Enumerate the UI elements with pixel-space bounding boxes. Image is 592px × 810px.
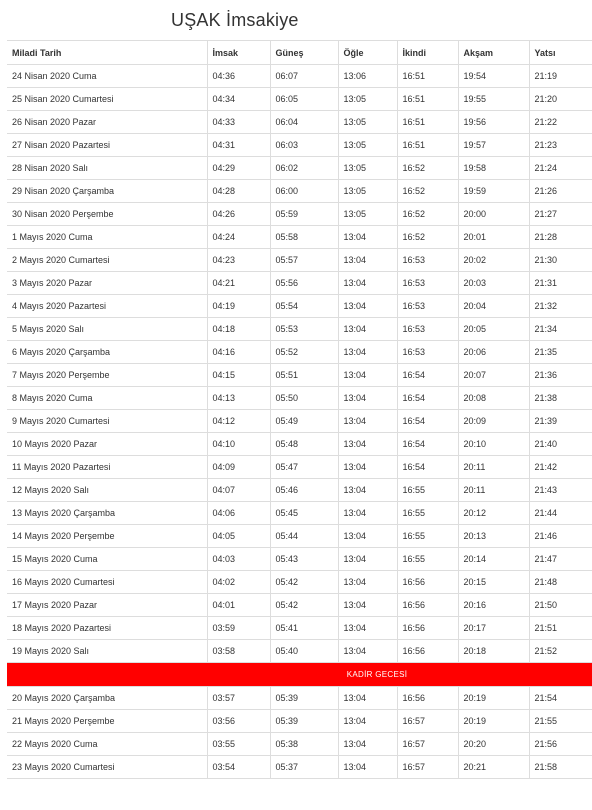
column-header-imsak: İmsak [207, 41, 270, 65]
cell-gunes: 05:41 [270, 617, 338, 640]
cell-gunes: 05:42 [270, 594, 338, 617]
cell-gunes: 06:00 [270, 180, 338, 203]
cell-ikindi: 16:54 [397, 410, 458, 433]
cell-gunes: 05:39 [270, 710, 338, 733]
cell-ogle: 13:04 [338, 525, 397, 548]
cell-ikindi: 16:55 [397, 479, 458, 502]
cell-gunes: 05:43 [270, 548, 338, 571]
cell-yatsi: 21:24 [529, 157, 592, 180]
cell-ogle: 13:04 [338, 710, 397, 733]
cell-aksam: 20:11 [458, 456, 529, 479]
cell-imsak: 04:19 [207, 295, 270, 318]
cell-imsak: 04:18 [207, 318, 270, 341]
cell-imsak: 04:03 [207, 548, 270, 571]
cell-ogle: 13:04 [338, 410, 397, 433]
cell-imsak: 04:34 [207, 88, 270, 111]
cell-gunes: 05:58 [270, 226, 338, 249]
cell-date: 4 Mayıs 2020 Pazartesi [7, 295, 207, 318]
cell-imsak: 04:26 [207, 203, 270, 226]
special-row-label: KADİR GECESİ [7, 663, 592, 687]
cell-imsak: 03:57 [207, 687, 270, 710]
table-row [7, 479, 592, 502]
cell-aksam: 20:03 [458, 272, 529, 295]
column-header-date: Miladi Tarih [7, 41, 207, 65]
cell-aksam: 20:20 [458, 733, 529, 756]
table-header-row [7, 41, 592, 65]
cell-yatsi: 21:58 [529, 756, 592, 779]
table-row [7, 65, 592, 88]
cell-gunes: 05:56 [270, 272, 338, 295]
table-row [7, 594, 592, 617]
cell-imsak: 04:12 [207, 410, 270, 433]
cell-ogle: 13:06 [338, 65, 397, 88]
table-row [7, 111, 592, 134]
cell-ikindi: 16:56 [397, 640, 458, 663]
table-row [7, 157, 592, 180]
cell-ikindi: 16:51 [397, 88, 458, 111]
cell-gunes: 06:02 [270, 157, 338, 180]
cell-gunes: 05:46 [270, 479, 338, 502]
cell-aksam: 20:16 [458, 594, 529, 617]
cell-ogle: 13:05 [338, 134, 397, 157]
cell-yatsi: 21:47 [529, 548, 592, 571]
cell-ikindi: 16:51 [397, 65, 458, 88]
cell-aksam: 19:58 [458, 157, 529, 180]
cell-imsak: 04:29 [207, 157, 270, 180]
cell-date: 14 Mayıs 2020 Perşembe [7, 525, 207, 548]
cell-aksam: 20:11 [458, 479, 529, 502]
cell-ogle: 13:05 [338, 203, 397, 226]
cell-ogle: 13:04 [338, 756, 397, 779]
cell-aksam: 20:19 [458, 687, 529, 710]
cell-date: 30 Nisan 2020 Perşembe [7, 203, 207, 226]
cell-ogle: 13:04 [338, 571, 397, 594]
cell-yatsi: 21:23 [529, 134, 592, 157]
cell-date: 3 Mayıs 2020 Pazar [7, 272, 207, 295]
page-title: UŞAK İmsakiye [171, 10, 299, 30]
cell-yatsi: 21:28 [529, 226, 592, 249]
cell-imsak: 04:13 [207, 387, 270, 410]
cell-ogle: 13:04 [338, 733, 397, 756]
cell-date: 8 Mayıs 2020 Cuma [7, 387, 207, 410]
cell-imsak: 04:23 [207, 249, 270, 272]
cell-gunes: 06:04 [270, 111, 338, 134]
cell-yatsi: 21:56 [529, 733, 592, 756]
table-row [7, 341, 592, 364]
cell-yatsi: 21:40 [529, 433, 592, 456]
cell-yatsi: 21:54 [529, 687, 592, 710]
cell-aksam: 20:09 [458, 410, 529, 433]
cell-aksam: 20:19 [458, 710, 529, 733]
cell-gunes: 05:40 [270, 640, 338, 663]
cell-yatsi: 21:19 [529, 65, 592, 88]
cell-aksam: 20:05 [458, 318, 529, 341]
imsakiye-table [7, 40, 592, 779]
cell-yatsi: 21:34 [529, 318, 592, 341]
cell-gunes: 05:59 [270, 203, 338, 226]
cell-yatsi: 21:22 [529, 111, 592, 134]
cell-aksam: 20:00 [458, 203, 529, 226]
cell-yatsi: 21:44 [529, 502, 592, 525]
cell-ikindi: 16:52 [397, 226, 458, 249]
cell-date: 9 Mayıs 2020 Cumartesi [7, 410, 207, 433]
table-row [7, 387, 592, 410]
cell-imsak: 03:54 [207, 756, 270, 779]
cell-aksam: 19:57 [458, 134, 529, 157]
cell-ogle: 13:04 [338, 318, 397, 341]
cell-ikindi: 16:55 [397, 548, 458, 571]
cell-aksam: 19:55 [458, 88, 529, 111]
cell-gunes: 05:44 [270, 525, 338, 548]
cell-yatsi: 21:31 [529, 272, 592, 295]
cell-date: 21 Mayıs 2020 Perşembe [7, 710, 207, 733]
cell-ikindi: 16:53 [397, 249, 458, 272]
cell-gunes: 05:52 [270, 341, 338, 364]
cell-date: 18 Mayıs 2020 Pazartesi [7, 617, 207, 640]
cell-ikindi: 16:57 [397, 756, 458, 779]
table-row [7, 88, 592, 111]
cell-ikindi: 16:54 [397, 456, 458, 479]
cell-aksam: 20:06 [458, 341, 529, 364]
cell-yatsi: 21:51 [529, 617, 592, 640]
cell-ikindi: 16:53 [397, 341, 458, 364]
cell-ikindi: 16:53 [397, 295, 458, 318]
table-row [7, 433, 592, 456]
cell-ogle: 13:05 [338, 88, 397, 111]
cell-gunes: 05:51 [270, 364, 338, 387]
table-row [7, 548, 592, 571]
cell-gunes: 05:53 [270, 318, 338, 341]
cell-ogle: 13:05 [338, 157, 397, 180]
column-header-aksam: Akşam [458, 41, 529, 65]
cell-imsak: 03:58 [207, 640, 270, 663]
cell-yatsi: 21:35 [529, 341, 592, 364]
cell-ikindi: 16:57 [397, 733, 458, 756]
table-row [7, 687, 592, 710]
cell-ikindi: 16:56 [397, 687, 458, 710]
cell-imsak: 04:02 [207, 571, 270, 594]
cell-aksam: 20:10 [458, 433, 529, 456]
cell-gunes: 06:07 [270, 65, 338, 88]
cell-imsak: 04:05 [207, 525, 270, 548]
cell-ikindi: 16:54 [397, 433, 458, 456]
cell-yatsi: 21:27 [529, 203, 592, 226]
cell-ikindi: 16:55 [397, 525, 458, 548]
cell-date: 6 Mayıs 2020 Çarşamba [7, 341, 207, 364]
cell-ogle: 13:04 [338, 364, 397, 387]
cell-imsak: 04:33 [207, 111, 270, 134]
cell-gunes: 05:50 [270, 387, 338, 410]
cell-date: 26 Nisan 2020 Pazar [7, 111, 207, 134]
cell-ogle: 13:04 [338, 594, 397, 617]
cell-yatsi: 21:50 [529, 594, 592, 617]
cell-imsak: 04:10 [207, 433, 270, 456]
cell-ikindi: 16:52 [397, 157, 458, 180]
cell-date: 1 Mayıs 2020 Cuma [7, 226, 207, 249]
cell-ogle: 13:05 [338, 111, 397, 134]
cell-aksam: 20:02 [458, 249, 529, 272]
cell-imsak: 04:07 [207, 479, 270, 502]
table-row [7, 272, 592, 295]
column-header-yatsi: Yatsı [529, 41, 592, 65]
table-row [7, 456, 592, 479]
cell-date: 5 Mayıs 2020 Salı [7, 318, 207, 341]
cell-ogle: 13:04 [338, 687, 397, 710]
cell-ogle: 13:04 [338, 502, 397, 525]
cell-date: 25 Nisan 2020 Cumartesi [7, 88, 207, 111]
table-row [7, 226, 592, 249]
cell-ogle: 13:04 [338, 548, 397, 571]
cell-imsak: 04:36 [207, 65, 270, 88]
cell-aksam: 19:56 [458, 111, 529, 134]
cell-imsak: 04:09 [207, 456, 270, 479]
cell-ikindi: 16:53 [397, 318, 458, 341]
cell-yatsi: 21:36 [529, 364, 592, 387]
table-row [7, 502, 592, 525]
cell-date: 19 Mayıs 2020 Salı [7, 640, 207, 663]
cell-aksam: 20:15 [458, 571, 529, 594]
cell-imsak: 03:55 [207, 733, 270, 756]
cell-yatsi: 21:39 [529, 410, 592, 433]
cell-ogle: 13:04 [338, 479, 397, 502]
table-row [7, 756, 592, 779]
cell-date: 27 Nisan 2020 Pazartesi [7, 134, 207, 157]
column-header-gunes: Güneş [270, 41, 338, 65]
table-row [7, 640, 592, 663]
cell-gunes: 05:54 [270, 295, 338, 318]
cell-aksam: 20:21 [458, 756, 529, 779]
cell-gunes: 05:57 [270, 249, 338, 272]
cell-aksam: 20:04 [458, 295, 529, 318]
cell-ikindi: 16:53 [397, 272, 458, 295]
cell-gunes: 06:05 [270, 88, 338, 111]
cell-date: 7 Mayıs 2020 Perşembe [7, 364, 207, 387]
cell-yatsi: 21:52 [529, 640, 592, 663]
cell-aksam: 20:14 [458, 548, 529, 571]
cell-date: 28 Nisan 2020 Salı [7, 157, 207, 180]
cell-imsak: 04:06 [207, 502, 270, 525]
cell-ikindi: 16:56 [397, 594, 458, 617]
cell-ikindi: 16:55 [397, 502, 458, 525]
cell-ogle: 13:04 [338, 226, 397, 249]
cell-imsak: 04:01 [207, 594, 270, 617]
cell-ogle: 13:04 [338, 295, 397, 318]
cell-ikindi: 16:51 [397, 134, 458, 157]
cell-date: 22 Mayıs 2020 Cuma [7, 733, 207, 756]
table-row [7, 134, 592, 157]
cell-gunes: 05:38 [270, 733, 338, 756]
cell-date: 20 Mayıs 2020 Çarşamba [7, 687, 207, 710]
table-row [7, 525, 592, 548]
table-row [7, 318, 592, 341]
cell-yatsi: 21:26 [529, 180, 592, 203]
cell-imsak: 04:16 [207, 341, 270, 364]
column-header-ogle: Öğle [338, 41, 397, 65]
cell-imsak: 03:56 [207, 710, 270, 733]
table-body [7, 65, 592, 779]
cell-yatsi: 21:55 [529, 710, 592, 733]
cell-aksam: 19:54 [458, 65, 529, 88]
table-row [7, 733, 592, 756]
cell-imsak: 03:59 [207, 617, 270, 640]
cell-ikindi: 16:56 [397, 617, 458, 640]
cell-gunes: 05:49 [270, 410, 338, 433]
table-row [7, 571, 592, 594]
cell-ikindi: 16:57 [397, 710, 458, 733]
cell-ikindi: 16:52 [397, 203, 458, 226]
cell-gunes: 05:45 [270, 502, 338, 525]
cell-yatsi: 21:32 [529, 295, 592, 318]
cell-date: 13 Mayıs 2020 Çarşamba [7, 502, 207, 525]
cell-ogle: 13:04 [338, 456, 397, 479]
cell-date: 29 Nisan 2020 Çarşamba [7, 180, 207, 203]
cell-yatsi: 21:46 [529, 525, 592, 548]
cell-ogle: 13:04 [338, 640, 397, 663]
cell-gunes: 06:03 [270, 134, 338, 157]
cell-imsak: 04:15 [207, 364, 270, 387]
cell-gunes: 05:42 [270, 571, 338, 594]
cell-ikindi: 16:54 [397, 387, 458, 410]
cell-ogle: 13:04 [338, 387, 397, 410]
cell-date: 2 Mayıs 2020 Cumartesi [7, 249, 207, 272]
cell-ogle: 13:05 [338, 180, 397, 203]
cell-yatsi: 21:48 [529, 571, 592, 594]
cell-ikindi: 16:56 [397, 571, 458, 594]
cell-date: 16 Mayıs 2020 Cumartesi [7, 571, 207, 594]
cell-ogle: 13:04 [338, 341, 397, 364]
cell-imsak: 04:28 [207, 180, 270, 203]
cell-date: 12 Mayıs 2020 Salı [7, 479, 207, 502]
cell-yatsi: 21:43 [529, 479, 592, 502]
table-row [7, 410, 592, 433]
table-row [7, 617, 592, 640]
cell-ikindi: 16:51 [397, 111, 458, 134]
cell-aksam: 20:08 [458, 387, 529, 410]
table-row [7, 295, 592, 318]
table-row [7, 249, 592, 272]
cell-yatsi: 21:30 [529, 249, 592, 272]
cell-date: 15 Mayıs 2020 Cuma [7, 548, 207, 571]
table-row [7, 710, 592, 733]
cell-ogle: 13:04 [338, 272, 397, 295]
cell-ikindi: 16:54 [397, 364, 458, 387]
cell-aksam: 20:01 [458, 226, 529, 249]
cell-aksam: 20:07 [458, 364, 529, 387]
cell-aksam: 20:12 [458, 502, 529, 525]
cell-date: 24 Nisan 2020 Cuma [7, 65, 207, 88]
cell-aksam: 20:18 [458, 640, 529, 663]
cell-aksam: 20:13 [458, 525, 529, 548]
cell-date: 17 Mayıs 2020 Pazar [7, 594, 207, 617]
table-row [7, 203, 592, 226]
cell-date: 23 Mayıs 2020 Cumartesi [7, 756, 207, 779]
cell-gunes: 05:39 [270, 687, 338, 710]
table-row [7, 180, 592, 203]
cell-aksam: 19:59 [458, 180, 529, 203]
cell-ogle: 13:04 [338, 617, 397, 640]
cell-ogle: 13:04 [338, 433, 397, 456]
cell-imsak: 04:24 [207, 226, 270, 249]
cell-date: 10 Mayıs 2020 Pazar [7, 433, 207, 456]
cell-yatsi: 21:42 [529, 456, 592, 479]
table-row [7, 364, 592, 387]
cell-yatsi: 21:38 [529, 387, 592, 410]
cell-ogle: 13:04 [338, 249, 397, 272]
cell-gunes: 05:48 [270, 433, 338, 456]
cell-yatsi: 21:20 [529, 88, 592, 111]
kadir-gecesi-row [7, 663, 592, 687]
cell-ikindi: 16:52 [397, 180, 458, 203]
cell-imsak: 04:31 [207, 134, 270, 157]
cell-gunes: 05:37 [270, 756, 338, 779]
column-header-ikindi: İkindi [397, 41, 458, 65]
cell-aksam: 20:17 [458, 617, 529, 640]
cell-date: 11 Mayıs 2020 Pazartesi [7, 456, 207, 479]
cell-gunes: 05:47 [270, 456, 338, 479]
cell-imsak: 04:21 [207, 272, 270, 295]
